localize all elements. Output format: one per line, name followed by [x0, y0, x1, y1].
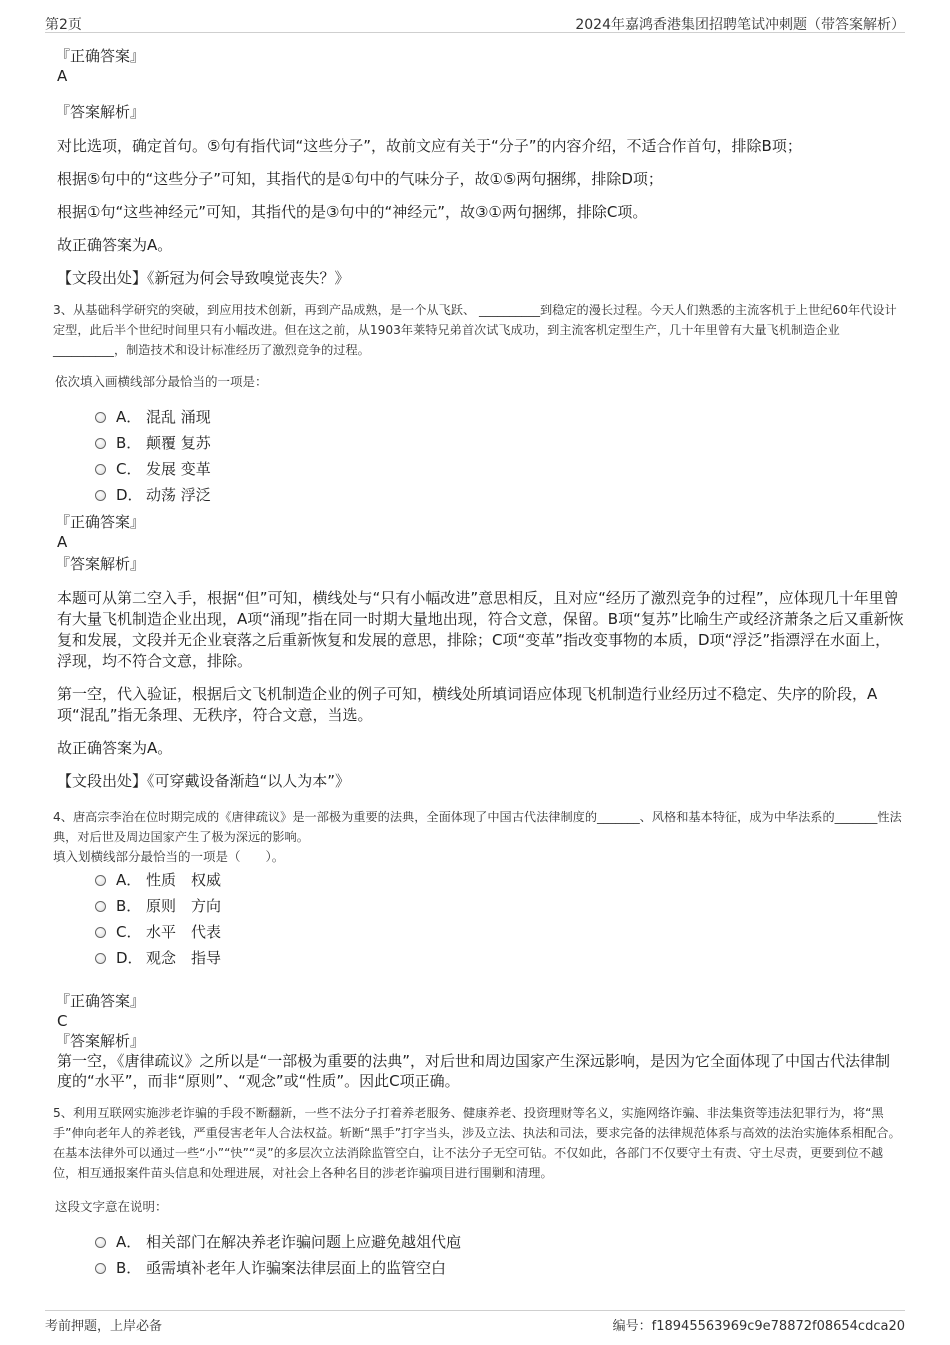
- q5-option-a[interactable]: A． 相关部门在解决养老诈骗问题上应避免越俎代庖: [95, 1229, 905, 1255]
- q2-analysis-2: 根据⑤句中的“这些分子”可知，其指代的是①句中的气味分子，故①⑤两句捆绑，排除D项；: [57, 170, 663, 188]
- document-title: 2024年嘉鸿香港集团招聘笔试冲刺题（带答案解析）: [575, 17, 905, 33]
- q5-stem: 5、利用互联网实施涉老诈骗的手段不断翻新，一些不法分子打着养老服务、健康养老、投资理财等名义，实施网络诈骗、非法集资等违法犯罪行为，将“黑手”伸向老年人的养老钱，严重侵害老年人合法权益。斩断“黑手”打字当头，涉及立法、执法和司法，要求完备的法律规范体系与高效的法治实施体系相配合。在基本法律外可以通过一些“小”“快”“灵”的多层次立法消除监管空白，让不法分子无空可钻。不仅如此，各部门不仅要守土有责、守土尽责，更要到位不越位，相互通报案件苗头信息和处理进展，对社会上各种名目的涉老诈骗项目进行围剿和清理。: [53, 1106, 901, 1180]
- radio-icon[interactable]: [95, 438, 106, 449]
- q4-option-a[interactable]: A． 性质 权威: [95, 867, 905, 893]
- radio-icon[interactable]: [95, 412, 106, 423]
- page-number: 第2页: [45, 17, 82, 33]
- document-code: 编号：f18945563969c9e78872f08654cdca20: [612, 1319, 905, 1334]
- document-body: [55, 40, 905, 1281]
- page-header: [45, 12, 905, 33]
- answer-label: 『正确答案』: [55, 513, 146, 531]
- q3-options: [95, 404, 905, 508]
- analysis-label: 『答案解析』: [55, 1032, 146, 1050]
- q4-answer: C: [57, 1012, 68, 1030]
- q3-source: 【文段出处】《可穿戴设备渐趋“以人为本”》: [57, 772, 351, 790]
- analysis-label: 『答案解析』: [55, 103, 146, 121]
- q2-analysis-1: 对比选项，确定首句。⑤句有指代词“这些分子”，故前文应有关于“分子”的内容介绍，不适合作首句，排除B项；: [57, 137, 802, 155]
- q3-option-a[interactable]: A． 混乱 涌现: [95, 404, 905, 430]
- q3-answer: A: [57, 533, 68, 551]
- q4-options: [95, 867, 905, 971]
- q2-source: 【文段出处】《新冠为何会导致嗅觉丧失？》: [57, 269, 350, 287]
- q4-option-b[interactable]: B． 原则 方向: [95, 893, 905, 919]
- q3-analysis-1: 本题可从第二空入手，根据“但”可知，横线处与“只有小幅改进”意思相反，且对应“经历了激烈竞争的过程”，应体现几十年里曾有大量飞机制造企业出现，A项“涌现”指在同一时期大量地出现，符合文意，保留。B项“复苏”比喻生产或经济萧条之后又重新恢复和发展，文段并无企业衰落之后重新恢复和发展的意思，排除；C项“变革”指改变事物的本质，D项“浮泛”指漂浮在水面上，浮现，均不符合文意，排除。: [57, 589, 904, 670]
- radio-icon[interactable]: [95, 927, 106, 938]
- page-footer: [45, 1310, 905, 1335]
- q2-analysis-3: 根据①句“这些神经元”可知，其指代的是③句中的“神经元”，故③①两句捆绑，排除C项。: [57, 203, 648, 221]
- radio-icon[interactable]: [95, 953, 106, 964]
- q2-analysis-4: 故正确答案为A。: [57, 236, 173, 254]
- q3-option-d[interactable]: D． 动荡 浮泛: [95, 482, 905, 508]
- footer-slogan: 考前押题，上岸必备: [45, 1319, 163, 1334]
- q3-analysis-2: 第一空，代入验证，根据后文飞机制造企业的例子可知，横线处所填词语应体现飞机制造行业经历过不稳定、失序的阶段，A项“混乱”指无条理、无秩序，符合文意，当选。: [57, 685, 878, 724]
- q5-option-b[interactable]: B． 亟需填补老年人诈骗案法律层面上的监管空白: [95, 1255, 905, 1281]
- q4-option-d[interactable]: D． 观念 指导: [95, 945, 905, 971]
- q4-option-c[interactable]: C． 水平 代表: [95, 919, 905, 945]
- radio-icon[interactable]: [95, 1237, 106, 1248]
- q3-option-b[interactable]: B． 颠覆 复苏: [95, 430, 905, 456]
- radio-icon[interactable]: [95, 901, 106, 912]
- q5-options: [95, 1229, 905, 1281]
- radio-icon[interactable]: [95, 875, 106, 886]
- q4-prompt: 填入划横线部分最恰当的一项是（ ）。: [53, 849, 285, 864]
- q2-answer: A: [57, 67, 68, 85]
- analysis-label: 『答案解析』: [55, 555, 146, 573]
- answer-label: 『正确答案』: [55, 47, 146, 65]
- answer-label: 『正确答案』: [55, 992, 146, 1010]
- radio-icon[interactable]: [95, 464, 106, 475]
- q4-analysis-1: 第一空，《唐律疏议》之所以是“一部极为重要的法典”，对后世和周边国家产生深远影响，是因为它全面体现了中国古代法律制度的“水平”，而非“原则”、“观念”或“性质”。因此C项正确。: [57, 1052, 891, 1090]
- q4-stem: 4、唐高宗李治在位时期完成的《唐律疏议》是一部极为重要的法典，全面体现了中国古代法律制度的_______、风格和基本特征，成为中华法系的_______性法典，对后世及周边国家产生了极为深远的影响。: [53, 810, 902, 844]
- q3-stem: 3、从基础科学研究的突破，到应用技术创新，再到产品成熟，是一个从飞跃、 __________到稳定的漫长过程。今天人们熟悉的主流客机于上世纪60年代设计定型，此后半个世纪时间里只有小幅改进。但在这之前，从1903年莱特兄弟首次试飞成功，到主流客机定型生产，几十年里曾有大量飞机制造企业 __________，制造技术和设计标准经历了激烈竞争的过程。: [53, 303, 897, 357]
- q3-option-c[interactable]: C． 发展 变革: [95, 456, 905, 482]
- radio-icon[interactable]: [95, 1263, 106, 1274]
- q3-analysis-3: 故正确答案为A。: [57, 739, 173, 757]
- radio-icon[interactable]: [95, 490, 106, 501]
- q3-prompt: 依次填入画横线部分最恰当的一项是：: [55, 374, 268, 389]
- q5-prompt: 这段文字意在说明：: [55, 1199, 168, 1214]
